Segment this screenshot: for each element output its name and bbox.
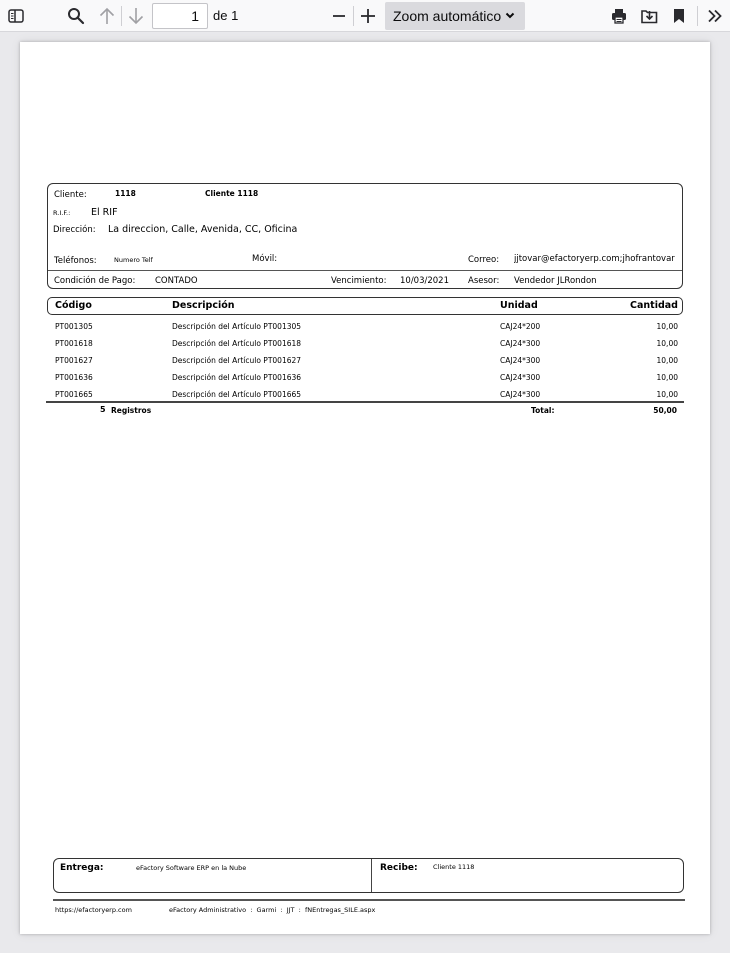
- zoom-in-icon[interactable]: [357, 4, 379, 28]
- entrega-value: eFactory Software ERP en la Nube: [136, 864, 247, 872]
- entrega-label: Entrega:: [60, 863, 104, 873]
- sidebar-toggle-icon[interactable]: [4, 4, 28, 28]
- correo-value: jjtovar@efactoryerp.com;jhofrantovar: [514, 254, 675, 264]
- records-label: Registros: [111, 406, 152, 415]
- footer-info: eFactory Administrativo : Garmi : JJT : fNEntregas_SILE.aspx: [169, 906, 376, 914]
- cell-cantidad: 10,00: [656, 373, 678, 382]
- pdf-toolbar: [0, 0, 730, 32]
- table-header-box: [47, 297, 683, 315]
- cell-unidad: CAJ24*300: [500, 339, 541, 348]
- cell-codigo: PT001627: [55, 356, 93, 365]
- download-icon[interactable]: [637, 4, 661, 28]
- total-value: 50,00: [653, 406, 677, 415]
- recibe-label: Recibe:: [380, 863, 418, 873]
- cell-cantidad: 10,00: [656, 390, 678, 399]
- divider: [48, 270, 682, 271]
- column-header-unidad: Unidad: [500, 300, 538, 311]
- zoom-select[interactable]: [385, 2, 525, 30]
- movil-label: Móvil:: [252, 254, 278, 264]
- cell-unidad: CAJ24*300: [500, 356, 541, 365]
- rif-label: R.I.F.:: [53, 209, 71, 217]
- asesor-value: Vendedor JLRondon: [514, 276, 597, 286]
- arrow-down-icon[interactable]: [124, 4, 148, 28]
- chevron-down-icon: [505, 2, 515, 39]
- cell-descripcion: Descripción del Artículo PT001665: [172, 390, 302, 399]
- search-icon[interactable]: [64, 4, 88, 28]
- signatures-divider: [371, 859, 372, 892]
- correo-label: Correo:: [468, 255, 500, 265]
- cell-descripcion: Descripción del Artículo PT001618: [172, 339, 302, 348]
- telefonos-value: Numero Telf: [114, 256, 153, 264]
- cell-unidad: CAJ24*200: [500, 322, 541, 331]
- footer-rule: [53, 899, 685, 901]
- condicion-pago-label: Condición de Pago:: [54, 276, 136, 286]
- cliente-label: Cliente:: [54, 190, 87, 200]
- table-bottom-rule: [46, 401, 684, 403]
- bookmark-icon[interactable]: [667, 4, 691, 28]
- cell-cantidad: 10,00: [656, 339, 678, 348]
- column-header-cantidad: Cantidad: [630, 300, 678, 311]
- total-label: Total:: [531, 406, 555, 415]
- arrow-up-icon[interactable]: [95, 4, 119, 28]
- condicion-pago-value: CONTADO: [155, 276, 198, 286]
- direccion-value: La direccion, Calle, Avenida, CC, Oficina: [108, 224, 298, 235]
- vencimiento-value: 10/03/2021: [400, 276, 449, 286]
- cliente-code: 1118: [115, 189, 136, 198]
- records-count: 5: [100, 405, 106, 414]
- cliente-name: Cliente 1118: [205, 189, 259, 198]
- cell-unidad: CAJ24*300: [500, 373, 541, 382]
- page-total-label: de 1: [213, 8, 239, 23]
- cell-descripcion: Descripción del Artículo PT001305: [172, 322, 302, 331]
- asesor-label: Asesor:: [468, 276, 500, 286]
- vencimiento-label: Vencimiento:: [331, 276, 387, 286]
- zoom-out-icon[interactable]: [328, 4, 350, 28]
- recibe-value: Cliente 1118: [433, 863, 475, 871]
- cell-cantidad: 10,00: [656, 322, 678, 331]
- column-header-descripcion: Descripción: [172, 300, 235, 311]
- cell-descripcion: Descripción del Artículo PT001627: [172, 356, 302, 365]
- rif-value: El RIF: [91, 207, 118, 218]
- cell-codigo: PT001618: [55, 339, 93, 348]
- cell-codigo: PT001665: [55, 390, 93, 399]
- client-info-box: [47, 183, 683, 289]
- zoom-select-value: Zoom automático: [393, 8, 502, 24]
- footer-url: https://efactoryerp.com: [55, 906, 132, 914]
- cell-cantidad: 10,00: [656, 356, 678, 365]
- cell-descripcion: Descripción del Artículo PT001636: [172, 373, 302, 382]
- cell-unidad: CAJ24*300: [500, 390, 541, 399]
- pdf-page: [20, 42, 710, 934]
- double-chevron-right-icon[interactable]: [703, 4, 727, 28]
- page-number-input[interactable]: 1: [152, 3, 208, 29]
- telefonos-label: Teléfonos:: [54, 256, 97, 266]
- cell-codigo: PT001305: [55, 322, 93, 331]
- print-icon[interactable]: [607, 4, 631, 28]
- column-header-codigo: Código: [55, 300, 92, 311]
- direccion-label: Dirección:: [53, 225, 96, 235]
- cell-codigo: PT001636: [55, 373, 93, 382]
